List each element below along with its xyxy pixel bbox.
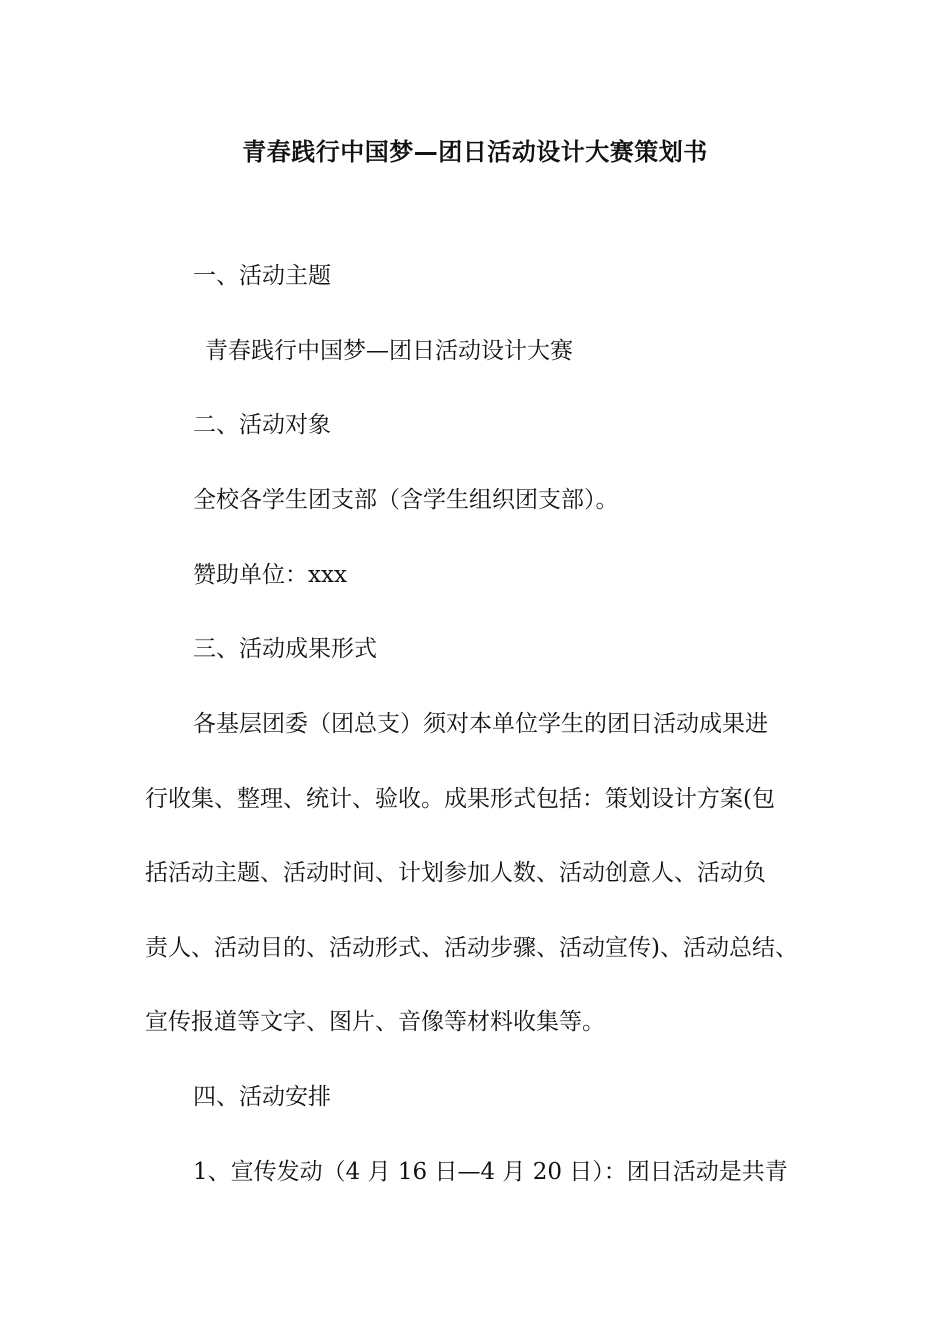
document-title: 青春践行中国梦—团日活动设计大赛策划书 xyxy=(242,138,708,166)
section-body-audience: 全校各学生团支部（含学生组织团支部）。 xyxy=(193,487,619,513)
section-body-theme: 青春践行中国梦—团日活动设计大赛 xyxy=(205,338,573,364)
paragraph-line: 各基层团委（团总支）须对本单位学生的团日活动成果进 xyxy=(193,711,768,737)
paragraph-line: 责人、活动目的、活动形式、活动步骤、活动宣传)、活动总结、 xyxy=(145,935,798,961)
paragraph-line: 宣传报道等文字、图片、音像等材料收集等。 xyxy=(145,1009,605,1035)
section-heading-audience: 二、活动对象 xyxy=(193,412,331,438)
sponsor-line: 赞助单位：xxx xyxy=(193,562,347,588)
section-heading-results: 三、活动成果形式 xyxy=(193,636,377,662)
section-heading-theme: 一、活动主题 xyxy=(193,263,331,289)
schedule-item-1: 1、宣传发动（4 月 16 日—4 月 20 日）：团日活动是共青 xyxy=(193,1159,788,1185)
section-heading-schedule: 四、活动安排 xyxy=(193,1084,331,1110)
paragraph-line: 行收集、整理、统计、验收。成果形式包括：策划设计方案(包 xyxy=(145,786,775,812)
paragraph-line: 括活动主题、活动时间、计划参加人数、活动创意人、活动负 xyxy=(145,860,766,886)
